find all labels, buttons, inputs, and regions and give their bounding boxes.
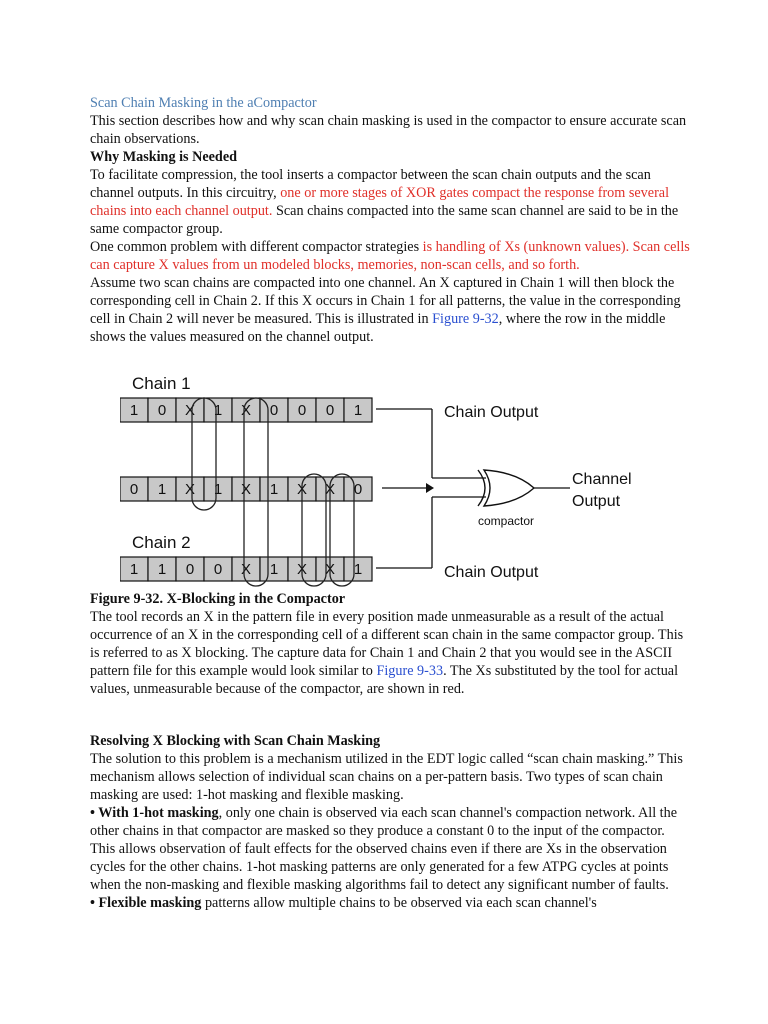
chain2-cell-value: X (240, 561, 252, 578)
chain1-cell-value: 0 (269, 402, 279, 419)
x-blocking-paragraph (90, 608, 690, 698)
text-span: Scan chains compacted into the same scan channel are said to be in the same compactor group. (90, 203, 679, 237)
problem-paragraph (90, 238, 690, 274)
channel-cell-value: 0 (353, 481, 363, 498)
text-span: patterns allow multiple chains to be observed via each scan channel's (201, 895, 597, 911)
text-span: Assume two scan chains are compacted into one channel. An X captured in Chain 1 will then block the corresponding cell in Chain 2. If this X occurs in Chain 1 for all patterns, the value in the corresponding cell in Chain 2 will never be measured. This is illustrated in (90, 275, 681, 327)
channel-arrow-head (426, 483, 434, 493)
x-blocking-figure (120, 368, 650, 588)
channel-cell-value: 1 (269, 481, 279, 498)
xor-gate-back-curve (478, 470, 485, 506)
channel-cell-value: 1 (157, 481, 167, 498)
section-title: Scan Chain Masking in the aCompactor (90, 95, 317, 111)
red-highlight-text: is handling of Xs (unknown values). Scan cells can capture X values from un modeled blocks, memories, non-scan cells, and so forth. (90, 239, 690, 273)
chain1-cell-value: 0 (157, 402, 167, 419)
chain2-cell-value: 0 (185, 561, 195, 578)
figure-9-33-link[interactable]: Figure 9-33 (376, 663, 444, 679)
assume-paragraph (90, 274, 690, 346)
chain2-cell-value: 0 (213, 561, 223, 578)
figure-9-32-link[interactable]: Figure 9-32 (432, 311, 499, 327)
channel-cell-value: X (184, 481, 196, 498)
text-span: One common problem with different compactor strategies (90, 239, 423, 255)
chain2-label: Chain 2 (132, 533, 191, 552)
solution-paragraph: The solution to this problem is a mechanism utilized in the EDT logic called “scan chain masking.” This mechanism allows selection of individual scan chains on a per-pattern basis. Two types of scan chain masking are used: 1-hot masking and flexible masking. (90, 751, 683, 803)
intro-paragraph: This section describes how and why scan chain masking is used in the compactor to ensure accurate scan chain observations. (90, 113, 687, 147)
resolving-section (90, 732, 690, 912)
channel-cell-value: X (324, 481, 336, 498)
channel-output-label-line2: Output (572, 493, 621, 510)
chain2-cell-value: 1 (157, 561, 167, 578)
chain1-cell-value: 0 (297, 402, 307, 419)
compression-paragraph (90, 166, 690, 238)
figure-caption-block (90, 590, 690, 698)
compactor-label: compactor (478, 514, 535, 528)
chain1-cell-value: 1 (353, 402, 363, 419)
figure-caption: Figure 9-32. X-Blocking in the Compactor (90, 591, 346, 607)
cell-rows (120, 398, 372, 581)
chain2-cell-value: X (324, 561, 336, 578)
chain1-cell-value: 0 (325, 402, 335, 419)
why-masking-heading: Why Masking is Needed (90, 149, 238, 165)
channel-cell-value: 0 (129, 481, 139, 498)
chain1-cell-value: 1 (213, 402, 223, 419)
one-hot-bullet (90, 804, 690, 894)
chain1-label: Chain 1 (132, 374, 191, 393)
chain1-cell-value: X (240, 402, 252, 419)
text-span: To facilitate compression, the tool inserts a compactor between the scan chain outputs and the scan channel outputs. In this circuitry, (90, 167, 651, 201)
chain-output-label-2: Chain Output (444, 564, 539, 581)
chain2-cell-value: 1 (129, 561, 139, 578)
chain2-cell-value: 1 (353, 561, 363, 578)
chain-output-label-1: Chain Output (444, 404, 539, 421)
chain2-cell-value: X (296, 561, 308, 578)
channel-output-label-line1: Channel (572, 471, 632, 488)
chain1-cell-value: X (184, 402, 196, 419)
channel-cell-value: X (240, 481, 252, 498)
chain1-cell-value: 1 (129, 402, 139, 419)
compactor-diagram (120, 368, 650, 588)
flexible-term: • Flexible masking (90, 895, 202, 911)
text-span: , only one chain is observed via each scan channel's compaction network. All the other chains in that compactor are masked so they produce a constant 0 to the input of the compactor. This allows observation of fault effects for the observed chains even if there are Xs in the observation cycles for the other chains. 1-hot masking patterns are only generated for a few ATPG cycles at points when the non-masking and flexible masking algorithms fail to detect any significant number of faults. (90, 805, 678, 893)
text-span: , where the row in the middle shows the values measured on the channel output. (90, 311, 666, 345)
flexible-bullet (90, 894, 690, 912)
text-span: . The Xs substituted by the tool for actual values, unmeasurable because of the compactor, are shown in red. (90, 663, 679, 697)
channel-cell-value: 1 (213, 481, 223, 498)
xor-gate-icon (484, 470, 534, 506)
red-highlight-text: one or more stages of XOR gates compact the response from several chains into each channel output. (90, 185, 670, 219)
resolving-heading: Resolving X Blocking with Scan Chain Masking (90, 733, 381, 749)
chain2-cell-value: 1 (269, 561, 279, 578)
document-body (90, 94, 690, 346)
channel-cell-value: X (296, 481, 308, 498)
text-span: The tool records an X in the pattern file in every position made unmeasurable as a result of the actual occurrence of an X in the corresponding cell of a different scan chain in the same compactor group. This is referred to as X blocking. The capture data for Chain 1 and Chain 2 that you would see in the ASCII pattern file for this example would look similar to (90, 609, 684, 679)
one-hot-term: • With 1-hot masking (90, 805, 219, 821)
